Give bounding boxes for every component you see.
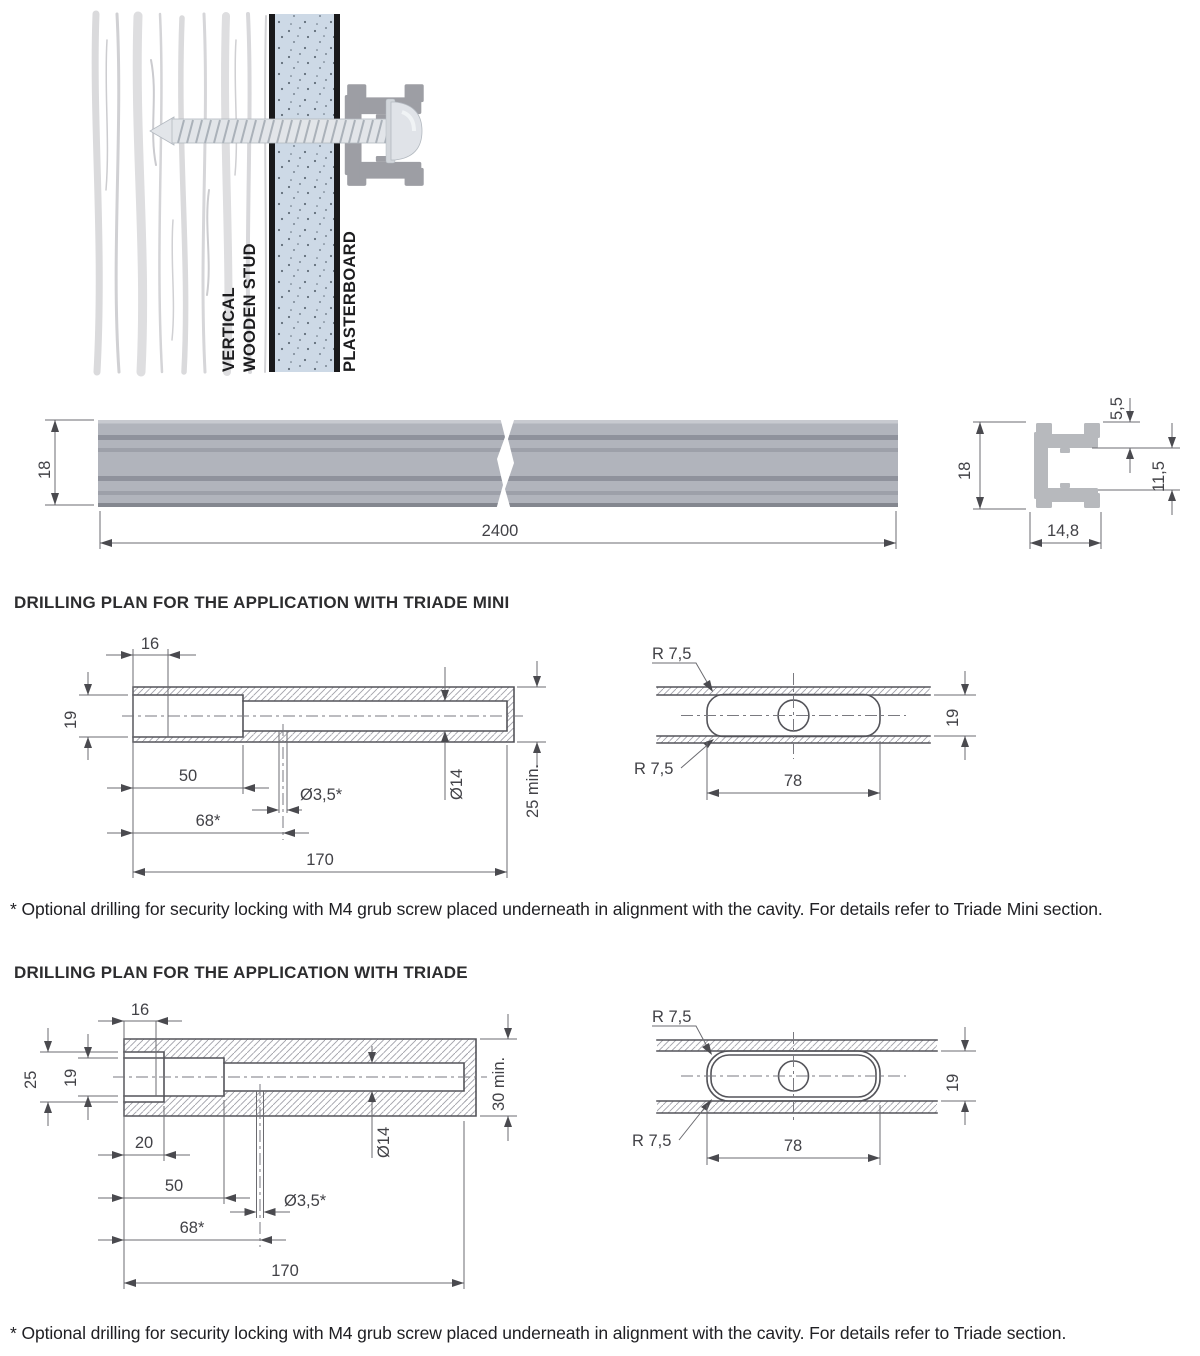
dim-grub-hole: Ø3,5*	[284, 1192, 327, 1210]
dim-section-height: 18	[956, 461, 974, 480]
dim-notch-height: 25	[22, 1070, 40, 1089]
slot-centerlines	[681, 673, 906, 759]
plan-triade-heading: DRILLING PLAN FOR THE APPLICATION WITH TRIADE	[14, 963, 468, 982]
dim-pocket-height: 19	[62, 710, 80, 729]
dim-bar-length: 2400	[481, 522, 519, 540]
dim-slot-height: 19	[944, 708, 962, 727]
dim-radius-bottom: R 7,5	[632, 1132, 672, 1150]
dim-bar-height: 18	[36, 460, 54, 479]
dim-section-width: 14,8	[1046, 522, 1080, 540]
profile-cross-section	[940, 395, 1200, 560]
dim-grub-offset: 68*	[179, 1219, 205, 1237]
stud-board-divider-line	[269, 14, 275, 372]
dim-total-depth: 170	[306, 851, 334, 869]
dim-grub-hole: Ø3,5*	[300, 786, 343, 804]
dim-section-lip-offset: 5,5	[1108, 397, 1126, 420]
plan-triade-side-view	[22, 1000, 590, 1300]
dim-radius-bottom: R 7,5	[634, 760, 674, 778]
plan-mini-heading: DRILLING PLAN FOR THE APPLICATION WITH TRIADE MINI	[14, 593, 510, 612]
dim-radius-top: R 7,5	[652, 645, 692, 663]
plan-triade-footnote: * Optional drilling for security locking with M4 grub screw placed underneath in alignment with the cavity. For details refer to Triade section.	[10, 1323, 1067, 1343]
plasterboard-speckles	[275, 14, 334, 372]
dim-panel-min: 30 min.	[490, 1056, 508, 1111]
vertical-wooden-stud-label	[219, 243, 261, 372]
dim-pocket-height: 19	[62, 1068, 80, 1087]
plasterboard-label: PLASTERBOARD	[341, 230, 359, 372]
stud-label-line1: VERTICAL	[220, 287, 238, 372]
plan-mini-side-view	[55, 635, 565, 885]
plan-mini-footnote: * Optional drilling for security locking with M4 grub screw placed underneath in alignment with the cavity. For details refer to Triade Mini section.	[10, 899, 1103, 919]
dim-notch-depth: 20	[134, 1134, 154, 1152]
dim-hole-dia: Ø14	[375, 1126, 393, 1158]
dim-hole-dia: Ø14	[448, 768, 466, 800]
profile-side-view	[25, 400, 955, 560]
dim-pocket-depth: 50	[164, 1177, 184, 1195]
dim-grub-offset: 68*	[195, 812, 221, 830]
dim-slot-length: 78	[783, 1137, 803, 1155]
dim-section-opening: 11,5	[1150, 461, 1168, 492]
dim-slot-length: 78	[783, 772, 803, 790]
dimension-lines	[79, 649, 546, 878]
profile-section-shape	[1034, 423, 1100, 508]
plan-triade-front-view	[608, 1000, 1000, 1178]
dim-seat-depth: 16	[130, 1001, 150, 1019]
dim-radius-top: R 7,5	[652, 1008, 692, 1026]
profile-bar	[98, 417, 898, 510]
dim-total-depth: 170	[271, 1262, 299, 1280]
dim-panel-min: 25 min.	[524, 763, 542, 818]
plan-mini-front-view	[608, 636, 1000, 808]
dim-slot-height: 19	[944, 1073, 962, 1092]
stud-label-line2: WOODEN STUD	[241, 243, 259, 372]
dim-notch-depth: 16	[140, 635, 160, 653]
dimension-lines	[652, 663, 976, 800]
dim-pocket-depth: 50	[178, 767, 198, 785]
